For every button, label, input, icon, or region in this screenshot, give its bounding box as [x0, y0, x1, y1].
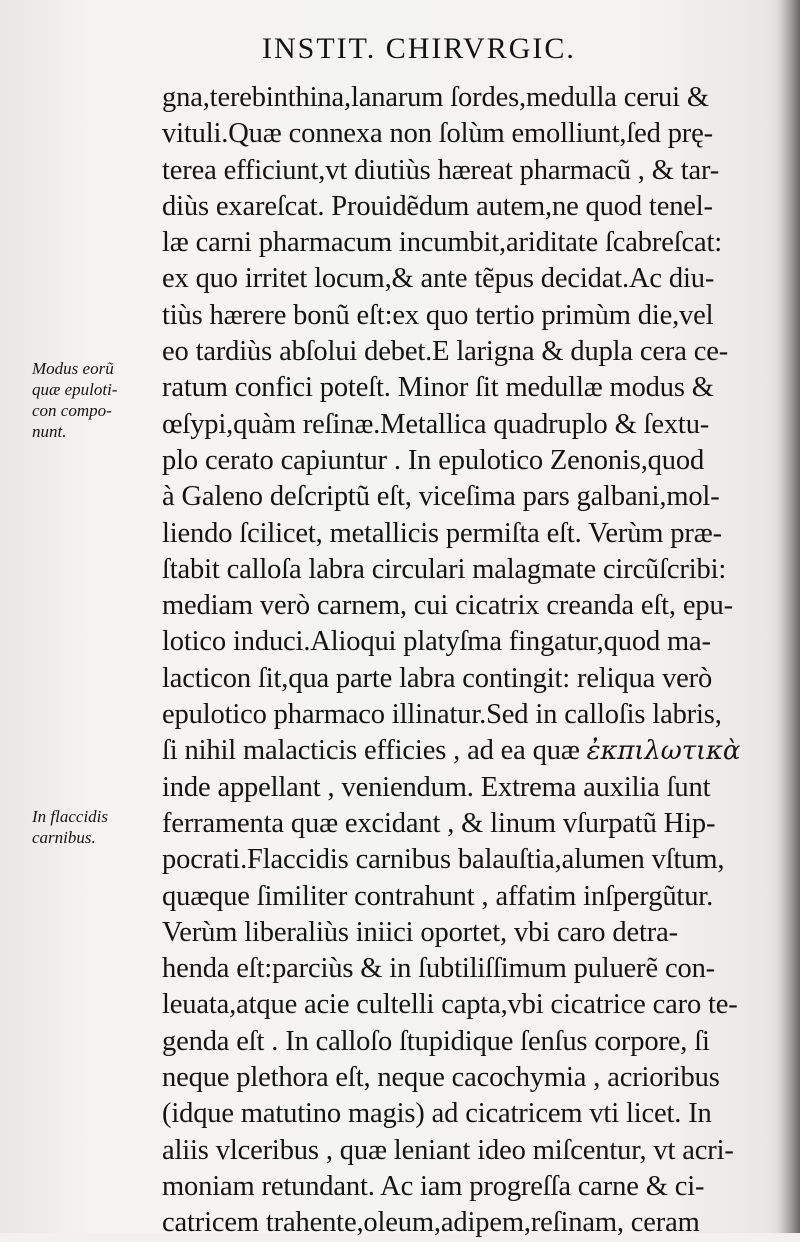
- text-line: ferramenta quæ excidant , & linum vſurpatũ Hip-: [162, 807, 716, 839]
- text-line: mediam verò carnem, cui cicatrix creanda eſt, epu-: [162, 590, 733, 622]
- text-line: lotico induci.Alioqui platyſma fingatur,quod ma-: [162, 626, 711, 658]
- marginal-note-line: nunt.: [32, 422, 67, 441]
- marginal-note-line: Modus eorũ: [32, 359, 114, 378]
- text-line: gna,terebinthina,lanarum ſordes,medulla cerui &: [162, 82, 709, 113]
- text-line: henda eſt:parciùs & in ſubtiliſſimum puluerẽ con-: [162, 953, 716, 985]
- text-line: eo tardiùs abſolui debet.E larigna & dupla cera ce-: [162, 336, 729, 368]
- text-line: ſtabit calloſa labra circulari malagmate circũſcribi:: [162, 553, 727, 585]
- text-line: catricem trahente,oleum,adipem,reſinam, ceram: [162, 1207, 700, 1239]
- text-line: leuata,atque acie cultelli capta,vbi cicatrice caro te-: [162, 989, 738, 1021]
- text-line: plo cerato capiuntur . In epulotico Zenonis,quod: [162, 444, 705, 476]
- main-text-block: [162, 80, 752, 1242]
- text-line: diùs exareſcat. Prouidẽdum autem,ne quod tenel-: [162, 190, 713, 222]
- text-line-with-greek: [162, 733, 752, 769]
- text-line: aliis vlceribus , quæ leniant ideo miſcentur, vt acri-: [162, 1134, 734, 1166]
- running-head: INSTIT. CHIRVRGIC.: [262, 32, 576, 65]
- text-line: (idque matutino magis) ad cicatricem vti licet. In: [162, 1098, 712, 1130]
- text-line: à Galeno deſcriptũ eſt, viceſima pars galbani,mol-: [162, 481, 720, 513]
- marginal-note-line: quæ epuloti-: [32, 380, 118, 399]
- greek-word: ἐκπιλωτικὰ: [586, 736, 741, 767]
- text-line: genda eſt . In calloſo ſtupidique ſenſus corpore, ſi: [162, 1025, 710, 1057]
- text-line: Verùm liberaliùs iniici oportet, vbi caro detra-: [162, 916, 678, 948]
- marginal-note-line: carnibus.: [32, 828, 96, 847]
- text-line: œſypi,quàm reſinæ.Metallica quadruplo & ſextu-: [162, 408, 710, 440]
- marginal-note-line: con compo-: [32, 401, 112, 420]
- text-line: læ carni pharmacum incumbit,ariditate ſcabreſcat:: [162, 227, 723, 259]
- text-line: liendo ſcilicet, metallicis permiſta eſt. Verùm præ-: [162, 517, 722, 549]
- text-line: lacticon ſit,qua parte labra contingit: reliqua verò: [162, 662, 713, 694]
- marginal-note-modus: [32, 358, 157, 442]
- text-line: moniam retundant. Ac iam progreſſa carne & ci-: [162, 1170, 705, 1202]
- text-line: pocrati.Flaccidis carnibus balauſtia,alumen vſtum,: [162, 844, 725, 876]
- text-line: ratum confici poteſt. Minor ſit medullæ modus &: [162, 372, 714, 404]
- text-line: inde appellant , veniendum. Extrema auxilia ſunt: [162, 771, 711, 803]
- text-line: neque plethora eſt, neque cacochymia , acrioribus: [162, 1062, 720, 1094]
- text-line: ex quo irritet locum,& ante tẽpus decidat.Ac diu-: [162, 263, 715, 295]
- text-line: vituli.Quæ connexa non ſolùm emolliunt,ſed prę-: [162, 118, 713, 150]
- text-line: epulotico pharmaco illinatur.Sed in calloſis labris,: [162, 699, 722, 731]
- text-line: terea efficiunt,vt diutiùs hæreat pharmacũ , & tar-: [162, 154, 720, 186]
- marginal-note-line: In flaccidis: [32, 807, 109, 826]
- marginal-note-flaccidis: [32, 806, 157, 848]
- page-gutter-shadow: [766, 0, 800, 1233]
- text-line-segment: ſi nihil malacticis efficies , ad ea quæ: [162, 735, 580, 767]
- text-line: quæque ſimiliter contrahunt , affatim inſpergũtur.: [162, 880, 714, 912]
- text-line: tiùs hærere bonũ eſt:ex quo tertio primùm die,vel: [162, 299, 714, 331]
